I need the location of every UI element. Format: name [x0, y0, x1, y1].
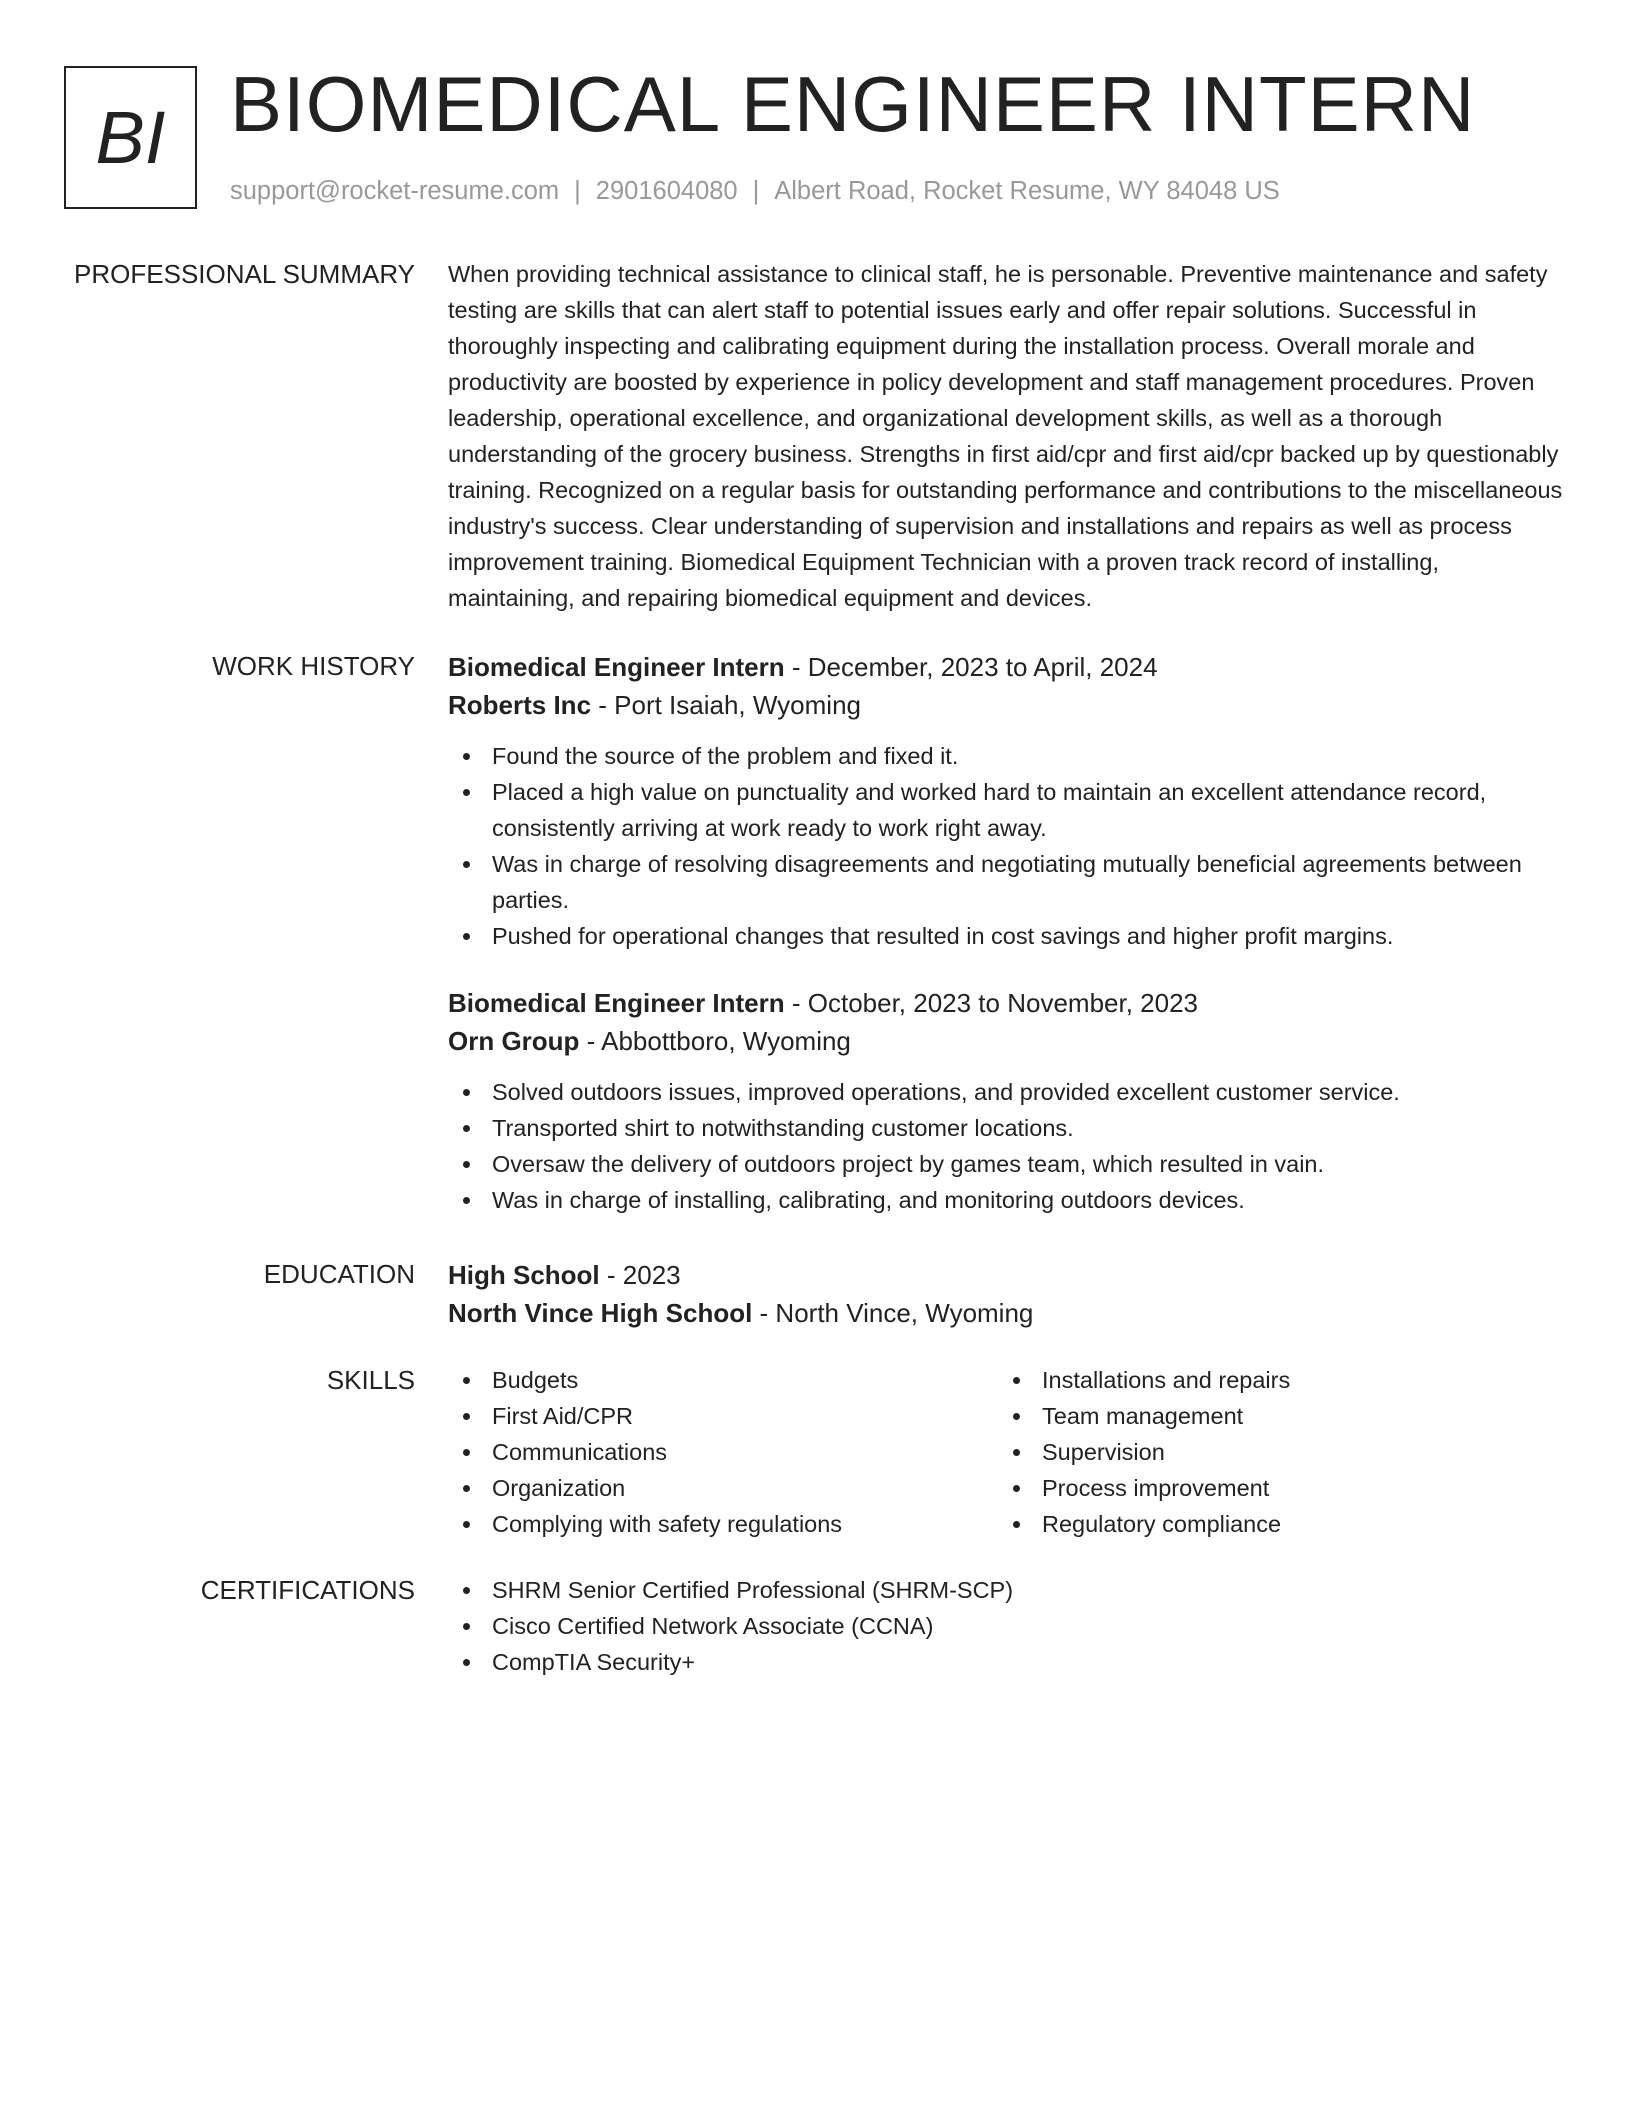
skills-heading: SKILLS — [326, 1365, 415, 1395]
list-item: Communications — [448, 1434, 998, 1470]
list-item: Cisco Certified Network Associate (CCNA) — [448, 1608, 1563, 1644]
list-item: Pushed for operational changes that resulted in cost savings and higher profit margins. — [448, 918, 1563, 954]
job-entry — [448, 984, 1563, 1218]
list-item: Team management — [998, 1398, 1548, 1434]
list-item: Was in charge of resolving disagreements and negotiating mutually beneficial agreements between parties. — [448, 846, 1563, 918]
job-location: - Port Isaiah, Wyoming — [591, 690, 861, 720]
list-item: Solved outdoors issues, improved operations, and provided excellent customer service. — [448, 1074, 1563, 1110]
contact-email[interactable]: support@rocket-resume.com — [230, 177, 560, 205]
monogram-logo: BI — [64, 66, 197, 209]
job-dates: - October, 2023 to November, 2023 — [784, 988, 1198, 1018]
work-history-heading: WORK HISTORY — [212, 651, 415, 681]
summary-heading: PROFESSIONAL SUMMARY — [74, 259, 415, 289]
job-company-line — [448, 686, 1563, 724]
list-item: Oversaw the delivery of outdoors project by games team, which resulted in vain. — [448, 1146, 1563, 1182]
job-company: Orn Group — [448, 1026, 580, 1056]
list-item: Regulatory compliance — [998, 1506, 1548, 1542]
skills-list-right — [998, 1362, 1548, 1542]
education-location: - North Vince, Wyoming — [752, 1298, 1034, 1328]
contact-phone[interactable]: 2901604080 — [595, 177, 738, 205]
job-entry — [448, 648, 1563, 954]
education-school: North Vince High School — [448, 1298, 753, 1328]
list-item: Organization — [448, 1470, 998, 1506]
list-item: Was in charge of installing, calibrating, and monitoring outdoors devices. — [448, 1182, 1563, 1218]
list-item: Transported shirt to notwithstanding customer locations. — [448, 1110, 1563, 1146]
list-item: Placed a high value on punctuality and worked hard to maintain an excellent attendance record, consistently arriving at work ready to work right away. — [448, 774, 1563, 846]
contact-line — [230, 174, 1280, 208]
certifications-heading: CERTIFICATIONS — [200, 1575, 415, 1605]
job-bullets — [448, 1074, 1563, 1218]
job-title-line — [448, 648, 1563, 686]
skills-list-left — [448, 1362, 998, 1542]
job-company-line — [448, 1022, 1563, 1060]
list-item: Budgets — [448, 1362, 998, 1398]
job-title: Biomedical Engineer Intern — [448, 652, 785, 682]
summary-text: When providing technical assistance to clinical staff, he is personable. Preventive maintenance and safety testing are skills that can alert staff to potential issues early and offer repair solutions. Successful in thoroughly inspecting and calibrating equipment during the installation process. Overall morale and productivity are boosted by experience in policy development and staff management procedures. Proven leadership, operational excellence, and organizational development skills, as well as a thorough understanding of the grocery business. Strengths in first aid/cpr and first aid/cpr backed up by questionably training. Recognized on a regular basis for outstanding performance and contributions to the miscellaneous industry's success. Clear understanding of supervision and installations and repairs as well as process improvement training. Biomedical Equipment Technician with a proven track record of installing, maintaining, and repairing biomedical equipment and devices. — [448, 261, 1563, 611]
education-heading: EDUCATION — [263, 1259, 415, 1289]
education-school-line — [448, 1294, 1563, 1332]
list-item: CompTIA Security+ — [448, 1644, 1563, 1680]
list-item: Process improvement — [998, 1470, 1548, 1506]
job-title-line — [448, 984, 1563, 1022]
list-item: Complying with safety regulations — [448, 1506, 998, 1542]
list-item: Found the source of the problem and fixed it. — [448, 738, 1563, 774]
contact-address: Albert Road, Rocket Resume, WY 84048 US — [774, 177, 1280, 205]
job-company: Roberts Inc — [448, 690, 592, 720]
job-title: Biomedical Engineer Intern — [448, 988, 785, 1018]
certifications-list — [448, 1572, 1563, 1680]
education-degree-line — [448, 1256, 1563, 1294]
list-item: First Aid/CPR — [448, 1398, 998, 1434]
page-title: BIOMEDICAL ENGINEER INTERN — [230, 60, 1476, 148]
list-item: Supervision — [998, 1434, 1548, 1470]
job-location: - Abbottboro, Wyoming — [579, 1026, 851, 1056]
contact-separator: | — [752, 177, 760, 205]
contact-separator: | — [574, 177, 581, 205]
education-degree: High School — [448, 1260, 600, 1290]
job-bullets — [448, 738, 1563, 954]
job-dates: - December, 2023 to April, 2024 — [784, 652, 1158, 682]
education-year: - 2023 — [599, 1260, 681, 1290]
list-item: Installations and repairs — [998, 1362, 1548, 1398]
list-item: SHRM Senior Certified Professional (SHRM-SCP) — [448, 1572, 1563, 1608]
skills-grid — [448, 1362, 1563, 1542]
